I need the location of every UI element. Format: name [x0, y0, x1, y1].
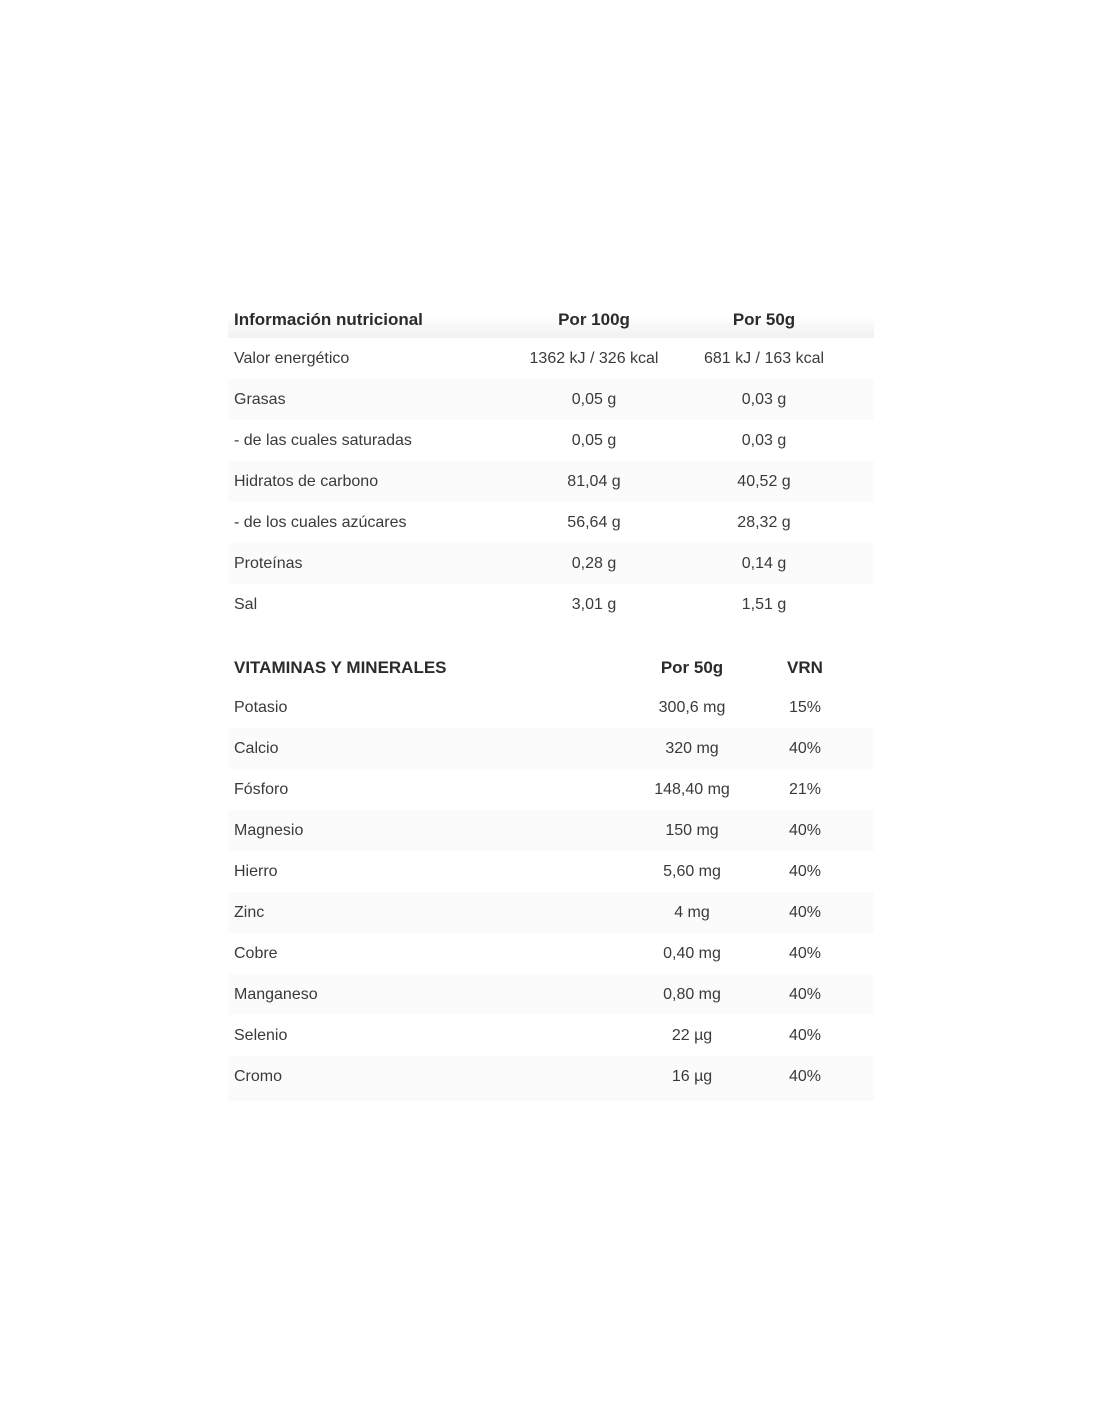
- row-label: Calcio: [234, 740, 279, 757]
- row-value-per100g: 81,04 g: [567, 473, 621, 490]
- row-value-vrn: 15%: [788, 699, 822, 716]
- row-value-per100g: 0,05 g: [571, 391, 617, 408]
- row-value-per100g: 56,64 g: [567, 514, 621, 531]
- table-row: [228, 769, 874, 810]
- row-label: Valor energético: [234, 350, 350, 367]
- nutrition-header-per100g: Por 100g: [558, 310, 630, 329]
- minerals-header-label: VITAMINAS Y MINERALES: [234, 658, 447, 677]
- row-label: Zinc: [234, 904, 265, 921]
- row-value-per50g: 22 µg: [671, 1027, 713, 1044]
- row-label: - de los cuales azúcares: [234, 514, 407, 531]
- table-row: [228, 420, 874, 461]
- table-row: [228, 461, 874, 502]
- row-label: Fósforo: [234, 781, 289, 798]
- row-value-per50g: 4 mg: [674, 904, 710, 921]
- row-value-per50g: 28,32 g: [737, 514, 791, 531]
- table-row: [228, 1056, 874, 1097]
- table-row: [228, 502, 874, 543]
- table-bottom-divider: [228, 1097, 874, 1103]
- table-row: [228, 892, 874, 933]
- row-value-per50g: 1,51 g: [741, 596, 787, 613]
- table-row: [228, 974, 874, 1015]
- row-value-vrn: 40%: [788, 822, 822, 839]
- row-label: Proteínas: [234, 555, 303, 572]
- row-label: Hidratos de carbono: [234, 473, 379, 490]
- row-value-per50g: 0,80 mg: [663, 986, 721, 1003]
- table-row: [228, 687, 874, 728]
- row-value-per100g: 1362 kJ / 326 kcal: [529, 350, 659, 367]
- minerals-table: [228, 649, 874, 1103]
- row-label: Cromo: [234, 1068, 283, 1085]
- nutrition-header-row: [228, 300, 874, 338]
- row-value-per50g: 681 kJ / 163 kcal: [703, 350, 825, 367]
- row-label: Magnesio: [234, 822, 304, 839]
- row-value-per50g: 0,03 g: [741, 391, 787, 408]
- row-label: Hierro: [234, 863, 278, 880]
- row-value-per100g: 0,05 g: [571, 432, 617, 449]
- row-value-vrn: 21%: [788, 781, 822, 798]
- table-row: [228, 1015, 874, 1056]
- row-label: Manganeso: [234, 986, 318, 1003]
- row-value-vrn: 40%: [788, 1027, 822, 1044]
- row-value-per50g: 300,6 mg: [658, 699, 726, 716]
- row-value-vrn: 40%: [788, 863, 822, 880]
- row-value-vrn: 40%: [788, 945, 822, 962]
- row-value-per50g: 40,52 g: [737, 473, 791, 490]
- row-value-per50g: 148,40 mg: [654, 781, 730, 798]
- table-row: [228, 338, 874, 379]
- nutrition-header-per50g: Por 50g: [732, 310, 796, 329]
- nutrition-table: [228, 300, 874, 625]
- row-value-per50g: 0,40 mg: [663, 945, 721, 962]
- row-value-per100g: 0,28 g: [571, 555, 617, 572]
- row-value-per50g: 320 mg: [665, 740, 719, 757]
- nutrition-header-label: Información nutricional: [234, 310, 423, 329]
- table-row: [228, 543, 874, 584]
- row-value-per50g: 0,14 g: [741, 555, 787, 572]
- row-label: - de las cuales saturadas: [234, 432, 412, 449]
- row-value-per100g: 3,01 g: [571, 596, 617, 613]
- row-label: Selenio: [234, 1027, 288, 1044]
- row-label: Potasio: [234, 699, 288, 716]
- table-row: [228, 933, 874, 974]
- row-value-per50g: 5,60 mg: [663, 863, 721, 880]
- row-value-per50g: 150 mg: [665, 822, 719, 839]
- row-value-vrn: 40%: [788, 1068, 822, 1085]
- row-label: Sal: [234, 596, 258, 613]
- row-value-per50g: 16 µg: [671, 1068, 713, 1085]
- minerals-header-row: [228, 649, 874, 687]
- row-value-vrn: 40%: [788, 740, 822, 757]
- row-label: Grasas: [234, 391, 286, 408]
- table-row: [228, 379, 874, 420]
- row-label: Cobre: [234, 945, 278, 962]
- row-value-vrn: 40%: [788, 986, 822, 1003]
- table-row: [228, 584, 874, 625]
- table-row: [228, 810, 874, 851]
- minerals-header-per50g: Por 50g: [660, 658, 724, 677]
- table-row: [228, 728, 874, 769]
- table-row: [228, 851, 874, 892]
- row-value-vrn: 40%: [788, 904, 822, 921]
- row-value-per50g: 0,03 g: [741, 432, 787, 449]
- minerals-header-vrn: VRN: [787, 658, 823, 677]
